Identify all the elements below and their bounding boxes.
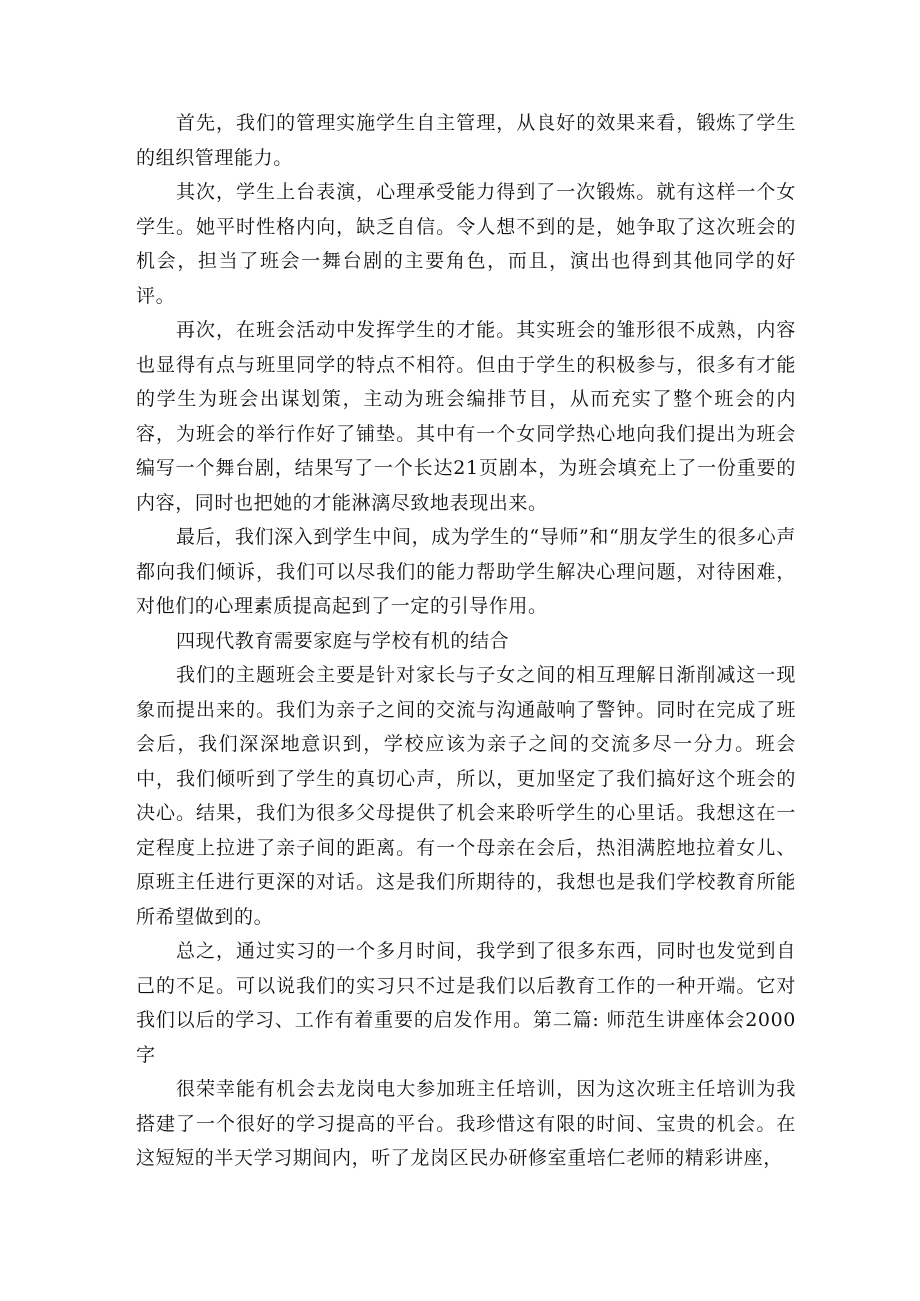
- paragraph-third: 再次，在班会活动中发挥学生的才能。其实班会的雏形很不成熟，内容也显得有点与班里同学的特点不相符。但由于学生的积极参与，很多有才能的学生为班会出谋划策，主动为班会编排节目，从而充实了整个班会的内容，为班会的举行作好了铺垫。其中有一个女同学热心地向我们提出为班会编写一个舞台剧，结果写了一个长达21页剧本，为班会填充上了一份重要的内容，同时也把她的才能淋漓尽致地表现出来。: [136, 319, 796, 514]
- paragraph-first: 首先，我们的管理实施学生自主管理，从良好的效果来看，锻炼了学生的组织管理能力。: [136, 112, 796, 169]
- paragraph-conclusion: 总之，通过实习的一个多月时间，我学到了很多东西，同时也发觉到自己的不足。可以说我们的实习只不过是我们以后教育工作的一种开端。它对我们以后的学习、工作有着重要的启发作用。第二篇: 师范生讲座体会2000字: [136, 940, 796, 1066]
- section-heading: 四现代教育需要家庭与学校有机的结合: [176, 629, 510, 652]
- paragraph-second: 其次，学生上台表演，心理承受能力得到了一次锻炼。就有这样一个女学生。她平时性格内向，缺乏自信。令人想不到的是，她争取了这次班会的机会，担当了班会一舞台剧的主要角色，而且，演出也得到其他同学的好评。: [136, 181, 796, 307]
- paragraph-last: 最后，我们深入到学生中间，成为学生的“导师”和“朋友学生的很多心声都向我们倾诉，我们可以尽我们的能力帮助学生解决心理问题，对待困难，对他们的心理素质提高起到了一定的引导作用。: [136, 526, 796, 617]
- paragraph-training: 很荣幸能有机会去龙岗电大参加班主任培训，因为这次班主任培训为我搭建了一个很好的学习提高的平台。我珍惜这有限的时间、宝贵的机会。在这短短的半天学习期间内，听了龙岗区民办研修室重培仁老师的精彩讲座，: [136, 1078, 796, 1169]
- document-body: [136, 106, 796, 1176]
- paragraph-theme-meeting: 我们的主题班会主要是针对家长与子女之间的相互理解日渐削减这一现象而提出来的。我们为亲子之间的交流与沟通敲响了警钟。同时在完成了班会后，我们深深地意识到，学校应该为亲子之间的交流多尽一分力。班会中，我们倾听到了学生的真切心声，所以，更加坚定了我们搞好这个班会的决心。结果，我们为很多父母提供了机会来聆听学生的心里话。我想这在一定程度上拉进了亲子间的距离。有一个母亲在会后，热泪满腔地拉着女儿、原班主任进行更深的对话。这是我们所期待的，我想也是我们学校教育所能所希望做到的。: [136, 664, 796, 928]
